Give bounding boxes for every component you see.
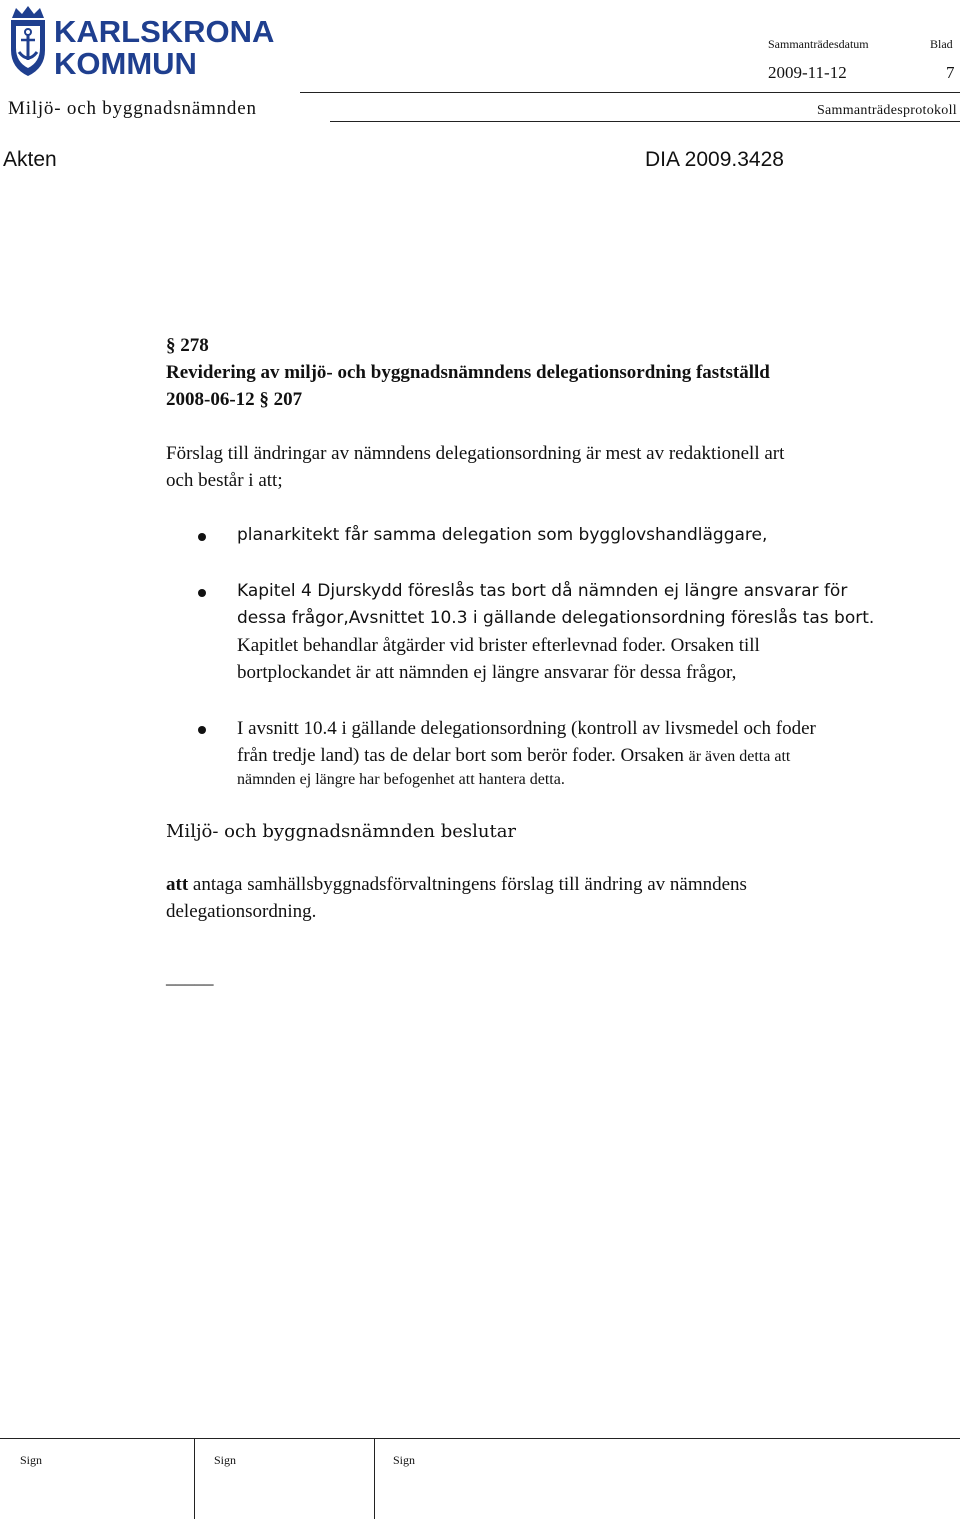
meeting-date: 2009-11-12 <box>768 63 847 82</box>
header-rule <box>300 92 960 93</box>
intro-text-cont: och består i att; <box>166 470 283 491</box>
protocol-label: Sammanträdesprotokoll <box>816 103 957 118</box>
akten-label: Akten <box>3 148 57 171</box>
bullet-dot <box>198 533 206 541</box>
page-number: 7 <box>946 63 955 82</box>
section-title-cont: 2008-06-12 § 207 <box>166 389 303 410</box>
bullet-3-line-2-main: från tredje land) tas de delar bort som berör foder. Orsaken <box>237 745 684 766</box>
page-label: Blad <box>930 37 953 51</box>
sign-field-2[interactable]: Sign <box>214 1453 237 1467</box>
bullet-dot <box>198 726 206 734</box>
svg-text:KOMMUN: KOMMUN <box>54 46 197 78</box>
att-label: att <box>166 874 189 895</box>
karlskrona-logo <box>8 6 300 78</box>
bullet-2-line-1: Kapitel 4 Djurskydd föreslås tas bort då nämnden ej längre ansvarar för <box>237 581 848 601</box>
footer-divider <box>374 1438 375 1519</box>
dia-number: DIA 2009.3428 <box>645 148 784 171</box>
sign-field-1[interactable]: Sign <box>20 1453 43 1467</box>
section-title: Revidering av miljö- och byggnadsnämndens delegationsordning fastställd <box>166 362 770 383</box>
footer-rule <box>0 1438 960 1439</box>
closing-rule: _____ <box>166 967 214 988</box>
bullet-3-line-3: nämnden ej längre har befogenhet att hantera detta. <box>237 771 565 788</box>
coat-of-arms-icon <box>8 6 300 78</box>
bullet-dot <box>198 589 206 597</box>
intro-text: Förslag till ändringar av nämndens delegationsordning är mest av redaktionell art <box>166 443 785 464</box>
decision-text-line-1 <box>166 871 747 898</box>
footer-divider <box>194 1438 195 1519</box>
department-name: Miljö- och byggnadsnämnden <box>8 98 257 119</box>
bullet-3-line-2-small: är även detta att <box>688 748 791 765</box>
decision-text: antaga samhällsbyggnadsförvaltningens förslag till ändring av nämndens <box>192 874 747 895</box>
decision-heading: Miljö- och byggnadsnämnden beslutar <box>166 821 517 842</box>
bullet-3-line-1: I avsnitt 10.4 i gällande delegationsordning (kontroll av livsmedel och foder <box>237 718 816 739</box>
decision-text-line-2: delegationsordning. <box>166 901 317 922</box>
svg-text:KARLSKRONA: KARLSKRONA <box>54 14 275 49</box>
bullet-2-line-3: Kapitlet behandlar åtgärder vid brister efterlevnad foder. Orsaken till <box>237 635 760 656</box>
date-label: Sammanträdesdatum <box>768 37 869 51</box>
bullet-1-text: planarkitekt får samma delegation som bygglovshandläggare, <box>237 525 768 545</box>
section-number: § 278 <box>166 335 209 356</box>
bullet-2-line-4: bortplockandet är att nämnden ej längre ansvarar för dessa frågor, <box>237 662 737 683</box>
sign-field-3[interactable]: Sign <box>393 1453 416 1467</box>
bullet-2-line-2: dessa frågor,Avsnittet 10.3 i gällande delegationsordning föreslås tas bort. <box>237 608 875 628</box>
header-rule-2 <box>330 121 960 122</box>
